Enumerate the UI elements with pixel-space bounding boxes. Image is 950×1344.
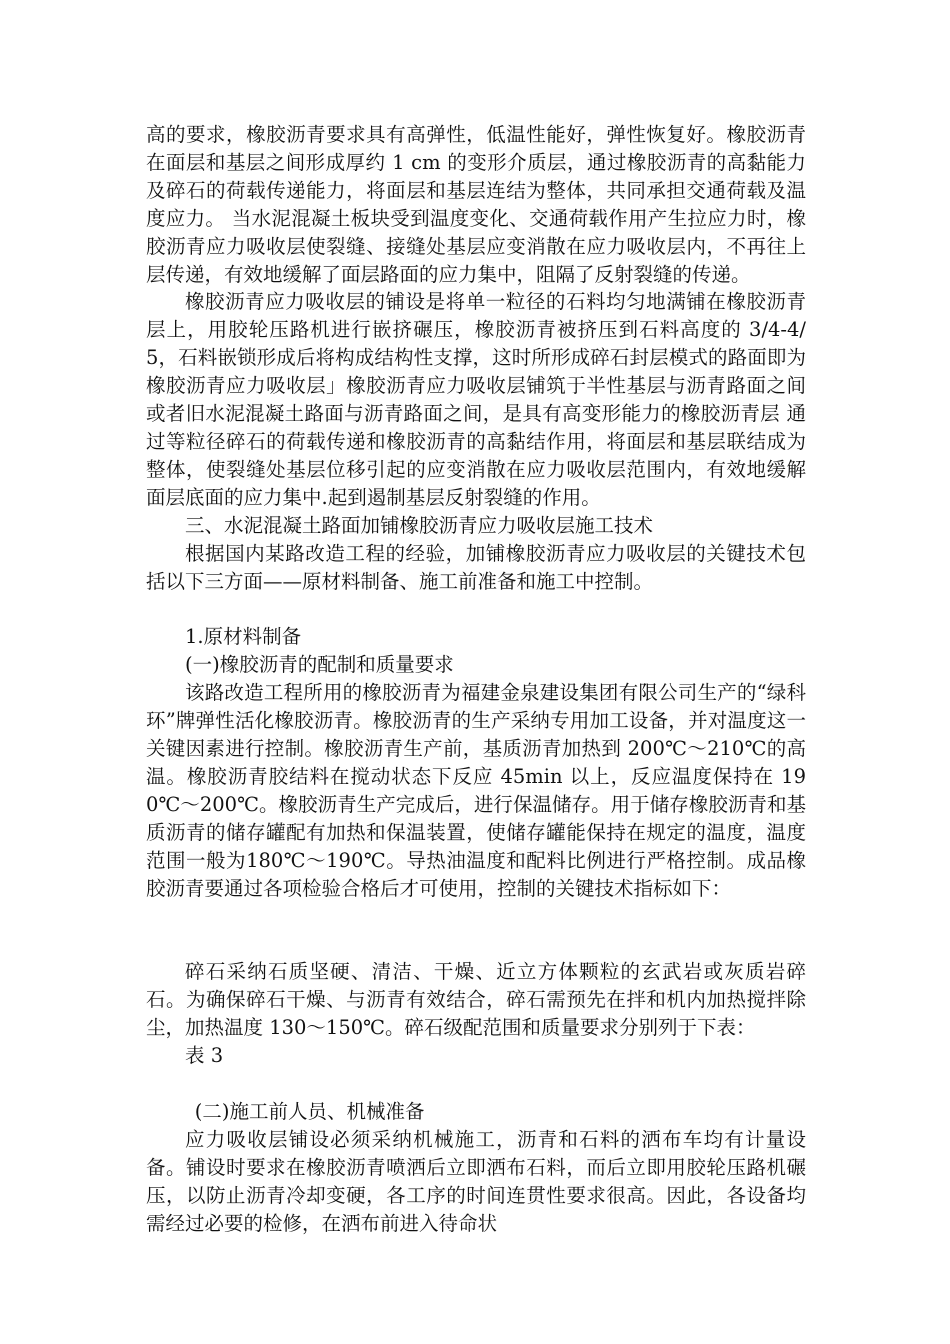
spacer <box>146 595 806 623</box>
spacer <box>146 902 806 958</box>
paragraph-rubber-asphalt: 该路改造工程所用的橡胶沥青为福建金泉建设集团有限公司生产的“绿科环”牌弹性活化橡胶沥青。橡胶沥青的生产采纳专用加工设备，并对温度这一关键因素进行控制。橡胶沥青生产前，基质沥青加热到 200℃～210℃的高温。橡胶沥青胶结料在搅动状态下反应 45min 以上，反应温度保持在 190℃～200℃。橡胶沥青生产完成后，进行保温储存。用于储存橡胶沥青和基质沥青的储存罐配有加热和保温装置，使储存罐能保持在规定的温度，温度范围一般为180℃～190℃。导热油温度和配料比例进行严格控制。成品橡胶沥青要通过各项检验合格后才可使用，控制的关键技术指标如下： <box>146 681 806 900</box>
section-heading-3: 三、水泥混凝土路面加铺橡胶沥青应力吸收层施工技术 <box>185 513 654 537</box>
document-body <box>146 121 806 1238</box>
paragraph-continued: 高的要求，橡胶沥青要求具有高弹性，低温性能好，弹性恢复好。橡胶沥青在面层和基层之间形成厚约 1 cm 的变形介质层，通过橡胶沥青的高黏能力及碎石的荷载传递能力，将面层和基层连结为整体，共同承担交通荷载及温度应力。 当水泥混凝土板块受到温度变化、交通荷载作用产生拉应力时，橡胶沥青应力吸收层使裂缝、接缝处基层应变消散在应力吸收层内，不再往上层传递，有效地缓解了面层路面的应力集中，阻隔了反射裂缝的传递。 <box>146 123 806 286</box>
paragraph-preparation: 应力吸收层铺设必须采纳机械施工，沥青和石料的洒布车均有计量设备。铺设时要求在橡胶沥青喷洒后立即洒布石料，而后立即用胶轮压路机碾压，以防止沥青冷却变硬，各工序的时间连贯性要求很高。因此，各设备均需经过必要的检修，在洒布前进入待命状 <box>146 1128 806 1235</box>
heading-preparation: (二)施工前人员、机械准备 <box>194 1100 425 1124</box>
paragraph-experience: 根据国内某路改造工程的经验，加铺橡胶沥青应力吸收层的关键技术包括以下三方面——原材料制备、施工前准备和施工中控制。 <box>146 541 806 593</box>
heading-rubber-asphalt: (一)橡胶沥青的配制和质量要求 <box>185 653 454 677</box>
table-3-label: 表 3 <box>185 1044 224 1068</box>
paragraph-paving: 橡胶沥青应力吸收层的铺设是将单一粒径的石料均匀地满铺在橡胶沥青层上，用胶轮压路机进行嵌挤碾压，橡胶沥青被挤压到石料高度的 3/4-4/5，石料嵌锁形成后将构成结构性支撑，这时所形成碎石封层模式的路面即为橡胶沥青应力吸收层」橡胶沥青应力吸收层铺筑于半性基层与沥青路面之间或者旧水泥混凝土路面与沥青路面之间，是具有高变形能力的橡胶沥青层 通过等粒径碎石的荷载传递和橡胶沥青的高黏结作用，将面层和基层联结成为整体，使裂缝处基层位移引起的应变消散在应力吸收层范围内，有效地缓解面层底面的应力集中.起到遏制基层反射裂缝的作用。 <box>146 290 806 509</box>
spacer <box>146 1070 806 1098</box>
heading-raw-materials: 1.原材料制备 <box>185 625 302 649</box>
paragraph-gravel: 碎石采纳石质坚硬、清洁、干燥、近立方体颗粒的玄武岩或灰质岩碎石。为确保碎石干燥、与沥青有效结合，碎石需预先在拌和机内加热搅拌除尘，加热温度 130～150℃。碎石级配范围和质量要求分别列于下表： <box>146 960 806 1040</box>
